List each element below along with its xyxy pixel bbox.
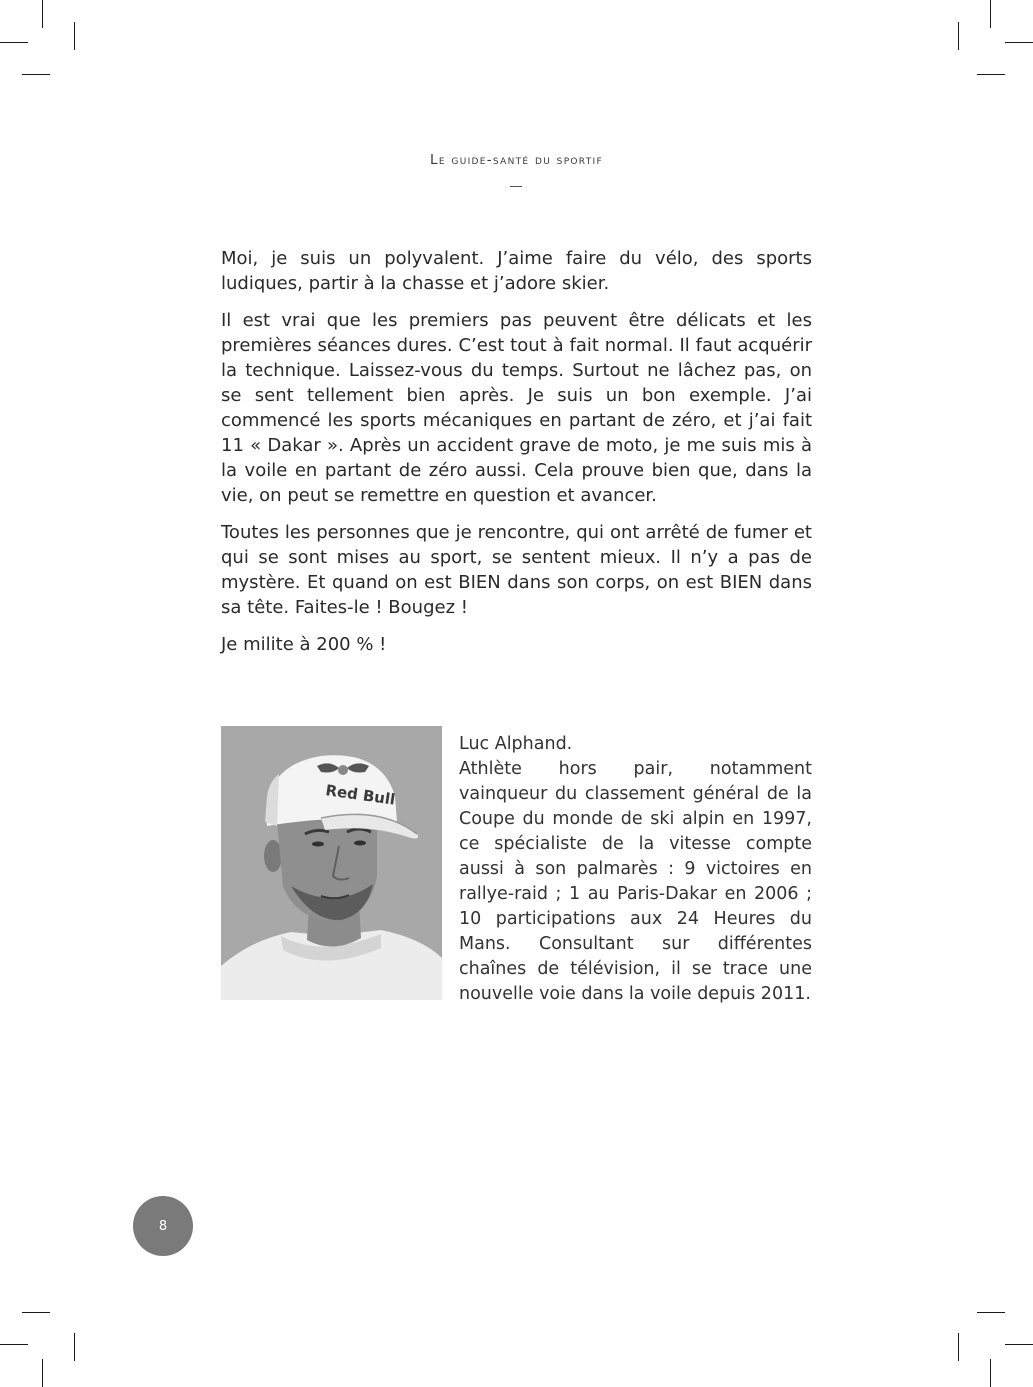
crop-mark <box>1005 42 1033 43</box>
running-title-dash <box>510 186 522 187</box>
running-title: Le guide-santé du sportif <box>430 152 603 168</box>
crop-mark <box>990 1359 991 1387</box>
photo-caption <box>459 732 812 1007</box>
crop-mark <box>0 1344 28 1345</box>
paragraph: Il est vrai que les premiers pas peuvent être délicats et les premières séances dures. C’est tout à fait normal. Il faut acquérir la technique. Laissez-vous du temps. Surtout ne lâchez pas, on se sent tellement bien après. Je suis un bon exemple. J’ai commencé les sports mécaniques en partant de zéro, et j’ai fait 11 « Dakar ». Après un accident grave de moto, je me suis mis à la voile en partant de zéro aussi. Cela prouve bien que, dans la vie, on peut se remettre en question et avancer. <box>221 310 812 506</box>
crop-mark <box>22 1312 50 1313</box>
body-text <box>221 246 812 669</box>
crop-mark <box>42 1359 43 1387</box>
crop-mark <box>22 74 50 75</box>
cap-logo-text: Red Bull <box>324 781 397 809</box>
crop-mark <box>42 0 43 28</box>
paragraph: Toutes les personnes que je rencontre, qui ont arrêté de fumer et qui se sont mises au sport, se sentent mieux. Il n’y a pas de mystère. Et quand on est BIEN dans son corps, on est BIEN dans sa tête. Faites-le ! Bougez ! <box>221 522 812 618</box>
crop-mark <box>977 1312 1005 1313</box>
page-number: 8 <box>133 1196 193 1256</box>
crop-mark <box>74 1333 75 1361</box>
portrait-photo <box>221 726 442 1000</box>
crop-mark <box>958 1333 959 1361</box>
crop-mark <box>958 22 959 50</box>
caption-text: Athlète hors pair, notamment vainqueur du classement général de la Coupe du monde de ski alpin en 1997, ce spécialiste de la vitesse compte aussi à son palmarès : 9 victoires en rallye-raid ; 1 au Paris-Dakar en 2006 ; 10 participations aux 24 Heures du Mans. Consultant sur différentes chaînes de télévision, il se trace une nouvelle voie dans la voile depuis 2011. <box>459 759 812 1004</box>
crop-mark <box>977 74 1005 75</box>
crop-mark <box>990 0 991 28</box>
crop-mark <box>0 42 28 43</box>
crop-mark <box>74 22 75 50</box>
crop-mark <box>1005 1344 1033 1345</box>
portrait-illustration <box>221 726 442 1000</box>
paragraph: Je milite à 200 % ! <box>221 634 387 655</box>
paragraph: Moi, je suis un polyvalent. J’aime faire du vélo, des sports ludiques, partir à la chasse et j’adore skier. <box>221 248 812 294</box>
caption-name: Luc Alphand. <box>459 734 573 754</box>
